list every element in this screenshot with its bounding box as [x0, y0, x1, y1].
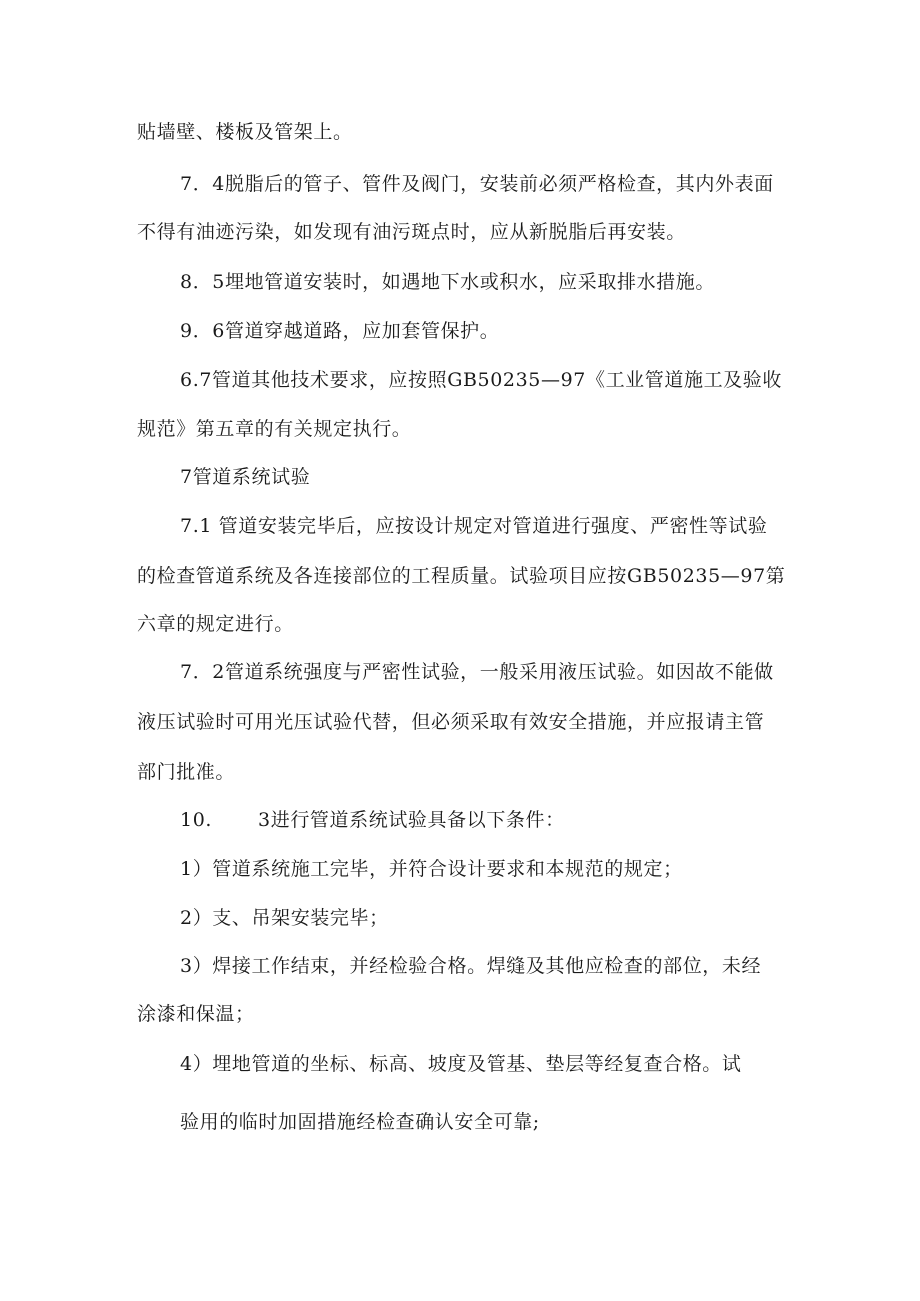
text-line: 8．5埋地管道安装时，如遇地下水或积水，应采取排水措施。 — [180, 271, 715, 293]
text-line: 贴墙壁、楼板及管架上。 — [137, 121, 353, 143]
item-text: 3进行管道系统试验具备以下条件： — [258, 809, 565, 831]
text-line: 的检查管道系统及各连接部位的工程质量。试验项目应按GB50235—97第 — [137, 565, 786, 587]
numbered-item — [180, 808, 565, 832]
text-line: 部门批准。 — [137, 761, 236, 783]
text-line: 六章的规定进行。 — [137, 613, 294, 635]
text-line: 规范》第五章的有关规定执行。 — [137, 418, 412, 440]
text-line: 涂漆和保温； — [137, 1003, 255, 1025]
text-line: 9．6管道穿越道路，应加套管保护。 — [180, 320, 500, 342]
text-line: 验用的临时加固措施经检查确认安全可靠; — [180, 1111, 540, 1133]
text-line: 液压试验时可用光压试验代替，但必须采取有效安全措施，并应报请主管 — [137, 711, 765, 733]
text-line: 7.1 管道安装完毕后，应按设计规定对管道进行强度、严密性等试验 — [180, 515, 768, 537]
list-item: 2）支、吊架安装完毕； — [180, 907, 389, 929]
item-number: 10. — [180, 809, 213, 831]
list-item: 1）管道系统施工完毕，并符合设计要求和本规范的规定； — [180, 858, 683, 880]
text-line: 7．4脱脂后的管子、管件及阀门，安装前必须严格检查，其内外表面 — [180, 173, 774, 195]
section-heading: 7管道系统试验 — [180, 466, 311, 488]
text-line: 不得有油迹污染，如发现有油污斑点时，应从新脱脂后再安装。 — [137, 221, 686, 243]
text-line: 7．2管道系统强度与严密性试验，一般采用液压试验。如因故不能做 — [180, 661, 774, 683]
list-item: 4）埋地管道的坐标、标高、坡度及管基、垫层等经复查合格。试 — [180, 1053, 742, 1075]
text-line: 6.7管道其他技术要求，应按照GB50235—97《工业管道施工及验收 — [180, 369, 782, 391]
list-item: 3）焊接工作结束，并经检验合格。焊缝及其他应检查的部位，未经 — [180, 955, 762, 977]
